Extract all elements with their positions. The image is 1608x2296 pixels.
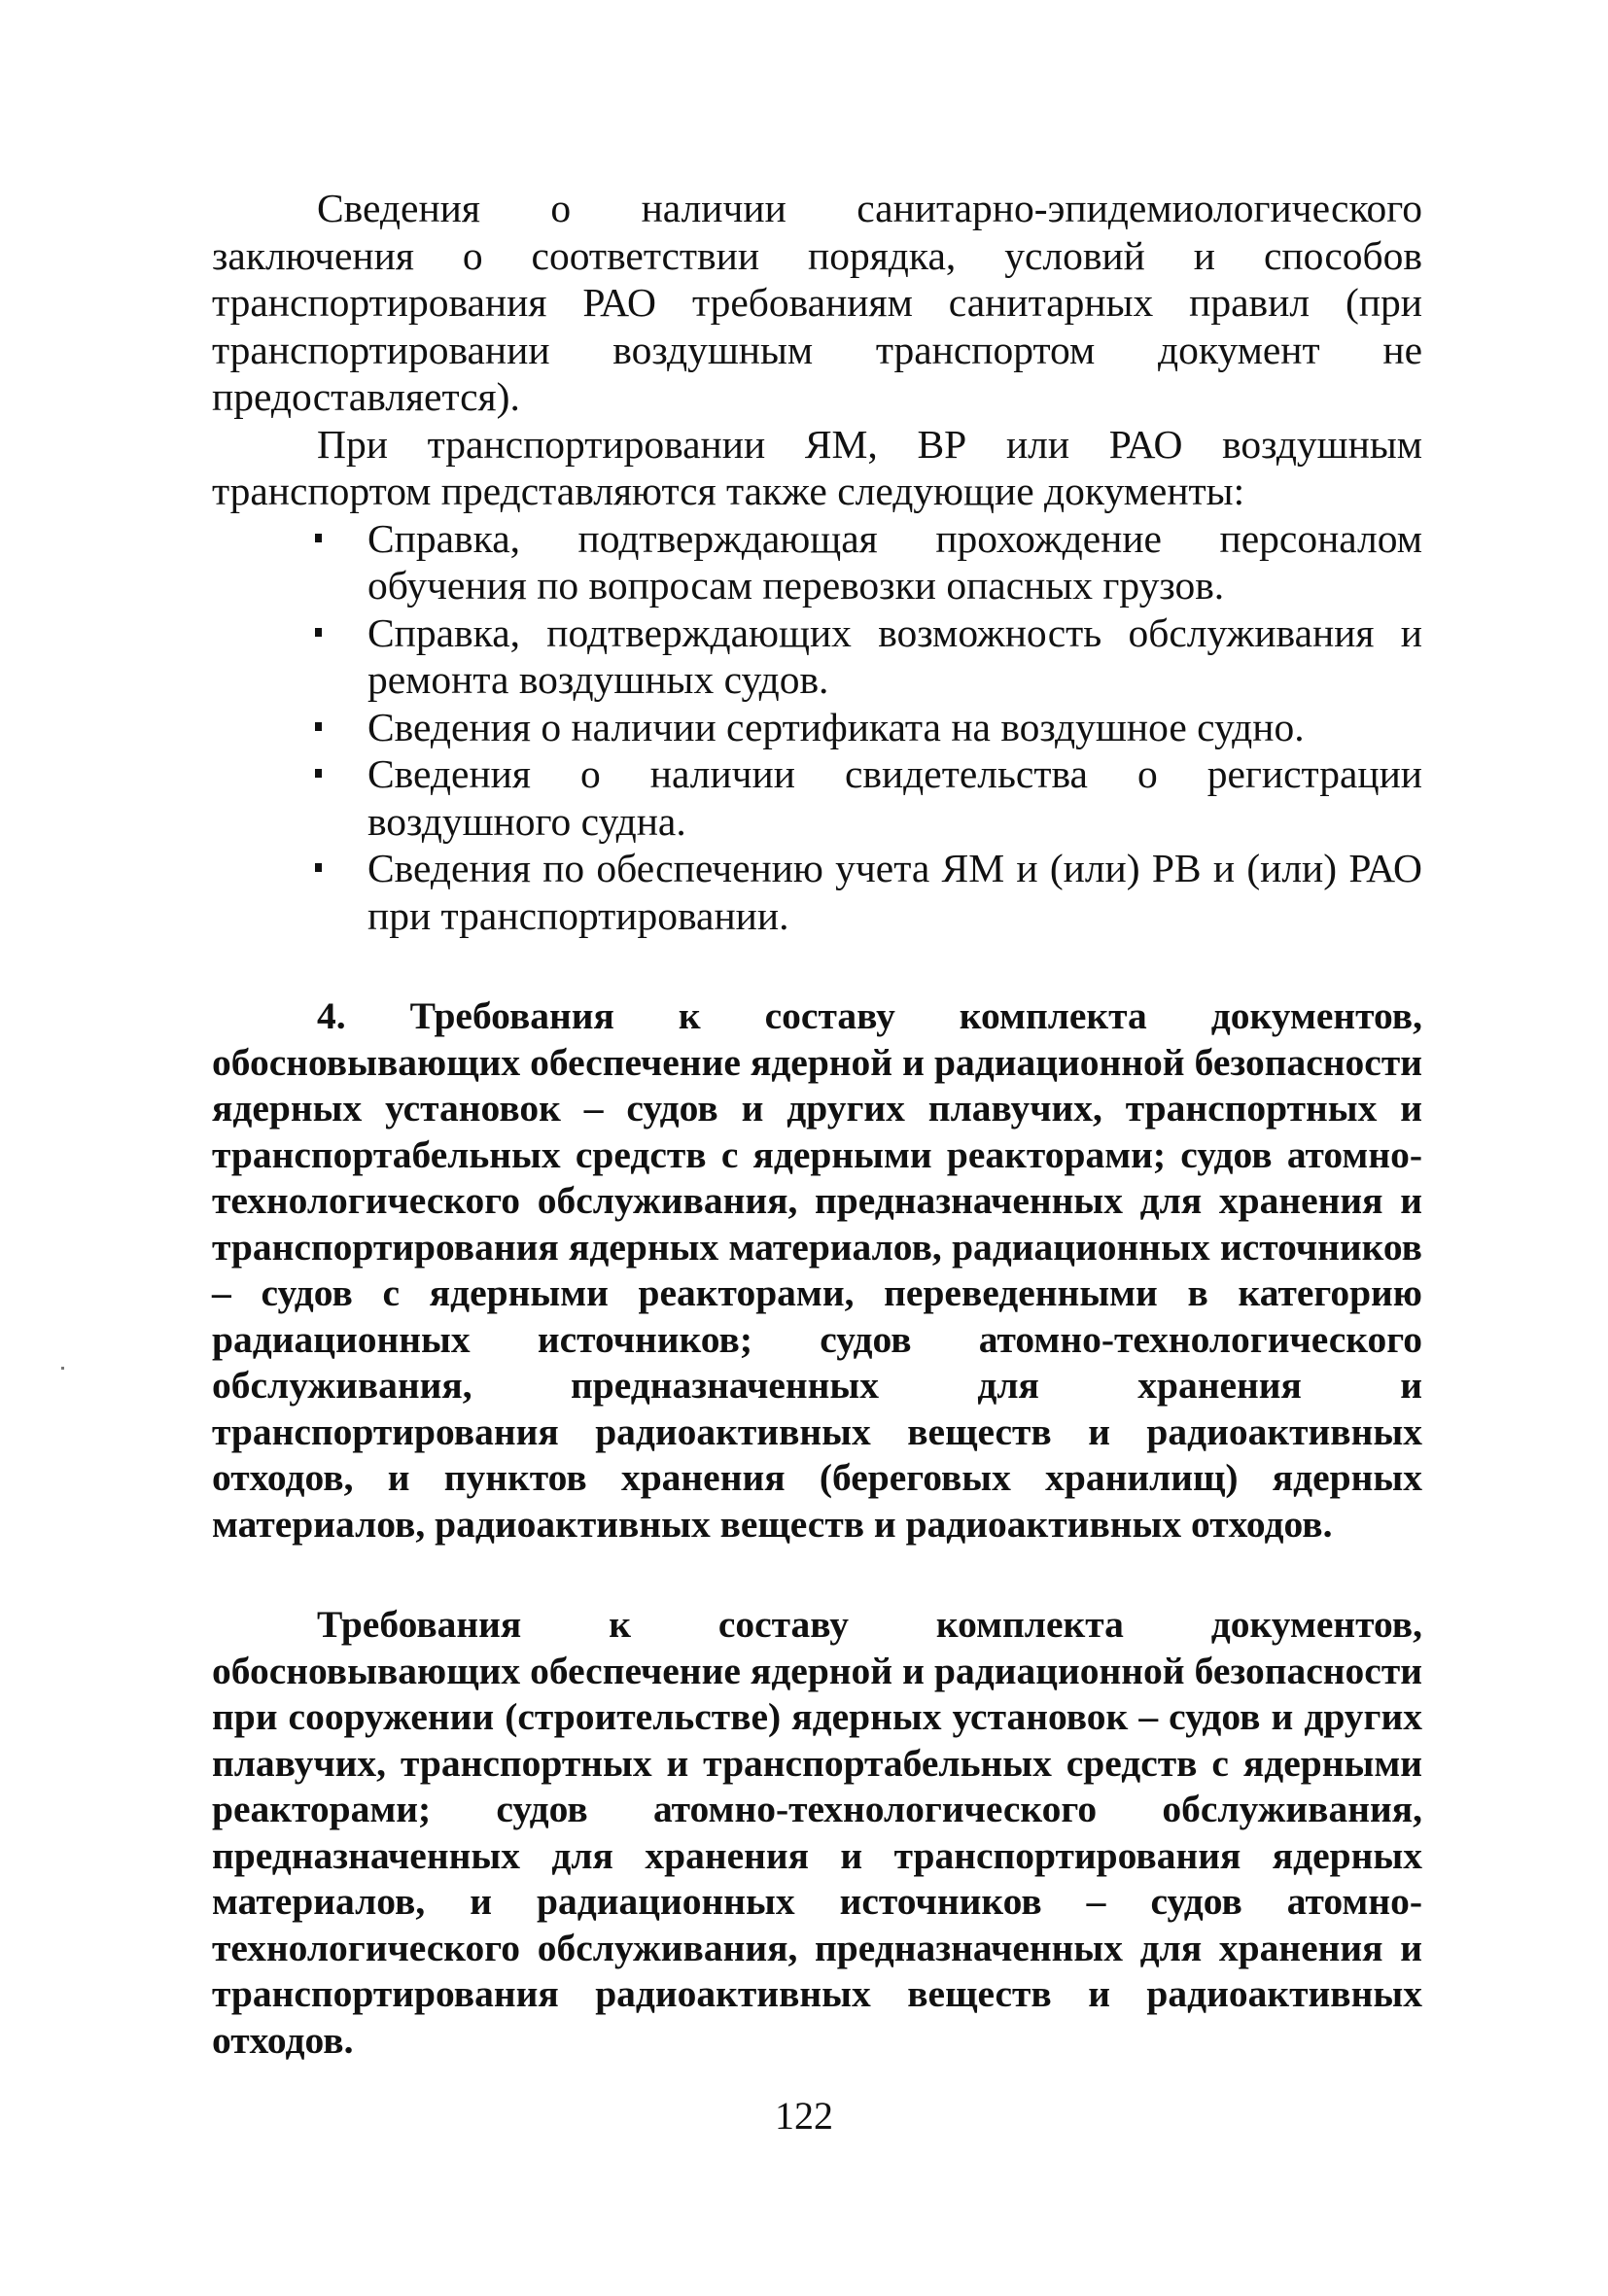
- bullet-icon: [315, 534, 322, 542]
- bullet-icon: [315, 863, 322, 872]
- list-item: [367, 609, 1422, 704]
- list-item-text: Справка, подтверждающих возможность обслуживания и ремонта воздушных судов.: [367, 609, 1422, 702]
- scan-artifact-dot: [61, 1367, 64, 1370]
- bullet-icon: [315, 628, 322, 637]
- list-item: [367, 704, 1422, 751]
- list-item: [367, 845, 1422, 939]
- paragraph-air-transport-documents: При транспортировании ЯМ, ВР или РАО воздушным транспортом представляются также следующие документы:: [212, 421, 1422, 513]
- subsection-heading: Требования к составу комплекта документов, обосновывающих обеспечение ядерной и радиационной безопасности при сооружении (строительстве) ядерных установок – судов и других плавучих, транспортных и транспортабельных средств с ядерными реакторами; судов атомно-технологического обслуживания, предназначенных для хранения и транспортирования ядерных материалов, и радиационных источников – судов атомно-технологического обслуживания, предназначенных для хранения и транспортирования радиоактивных веществ и радиоактивных отходов.: [212, 1603, 1422, 2062]
- list-item-text: Сведения по обеспечению учета ЯМ и (или) РВ и (или) РАО при транспортировании.: [367, 846, 1422, 938]
- list-item: [367, 515, 1422, 609]
- page-content: [212, 185, 1422, 2064]
- paragraph-sanitary-conclusion: Сведения о наличии санитарно-эпидемиологического заключения о соответствии порядка, условий и способов транспортирования РАО требованиям санитарных правил (при транспортировании воздушным транспортом документ не предоставляется).: [212, 186, 1422, 419]
- bullet-icon: [315, 722, 322, 731]
- bullet-icon: [315, 769, 322, 778]
- list-item-text: Сведения о наличии сертификата на воздушное судно.: [367, 704, 1305, 749]
- list-item-text: Справка, подтверждающая прохождение персоналом обучения по вопросам перевозки опасных грузов.: [367, 515, 1422, 608]
- list-item: [367, 750, 1422, 845]
- required-documents-list: [212, 515, 1422, 940]
- page-number: 122: [775, 2094, 833, 2138]
- section-heading: 4. Требования к составу комплекта документов, обосновывающих обеспечение ядерной и радиационной безопасности ядерных установок – судов и других плавучих, транспортных и транспортабельных средств с ядерными реакторами; судов атомно-технологического обслуживания, предназначенных для хранения и транспортирования ядерных материалов, радиационных источников – судов с ядерными реакторами, переведенными в категорию радиационных источников; судов атомно-технологического обслуживания, предназначенных для хранения и транспортирования радиоактивных веществ и радиоактивных отходов, и пунктов хранения (береговых хранилищ) ядерных материалов, радиоактивных веществ и радиоактивных отходов.: [212, 994, 1422, 1546]
- list-item-text: Сведения о наличии свидетельства о регистрации воздушного судна.: [367, 751, 1422, 844]
